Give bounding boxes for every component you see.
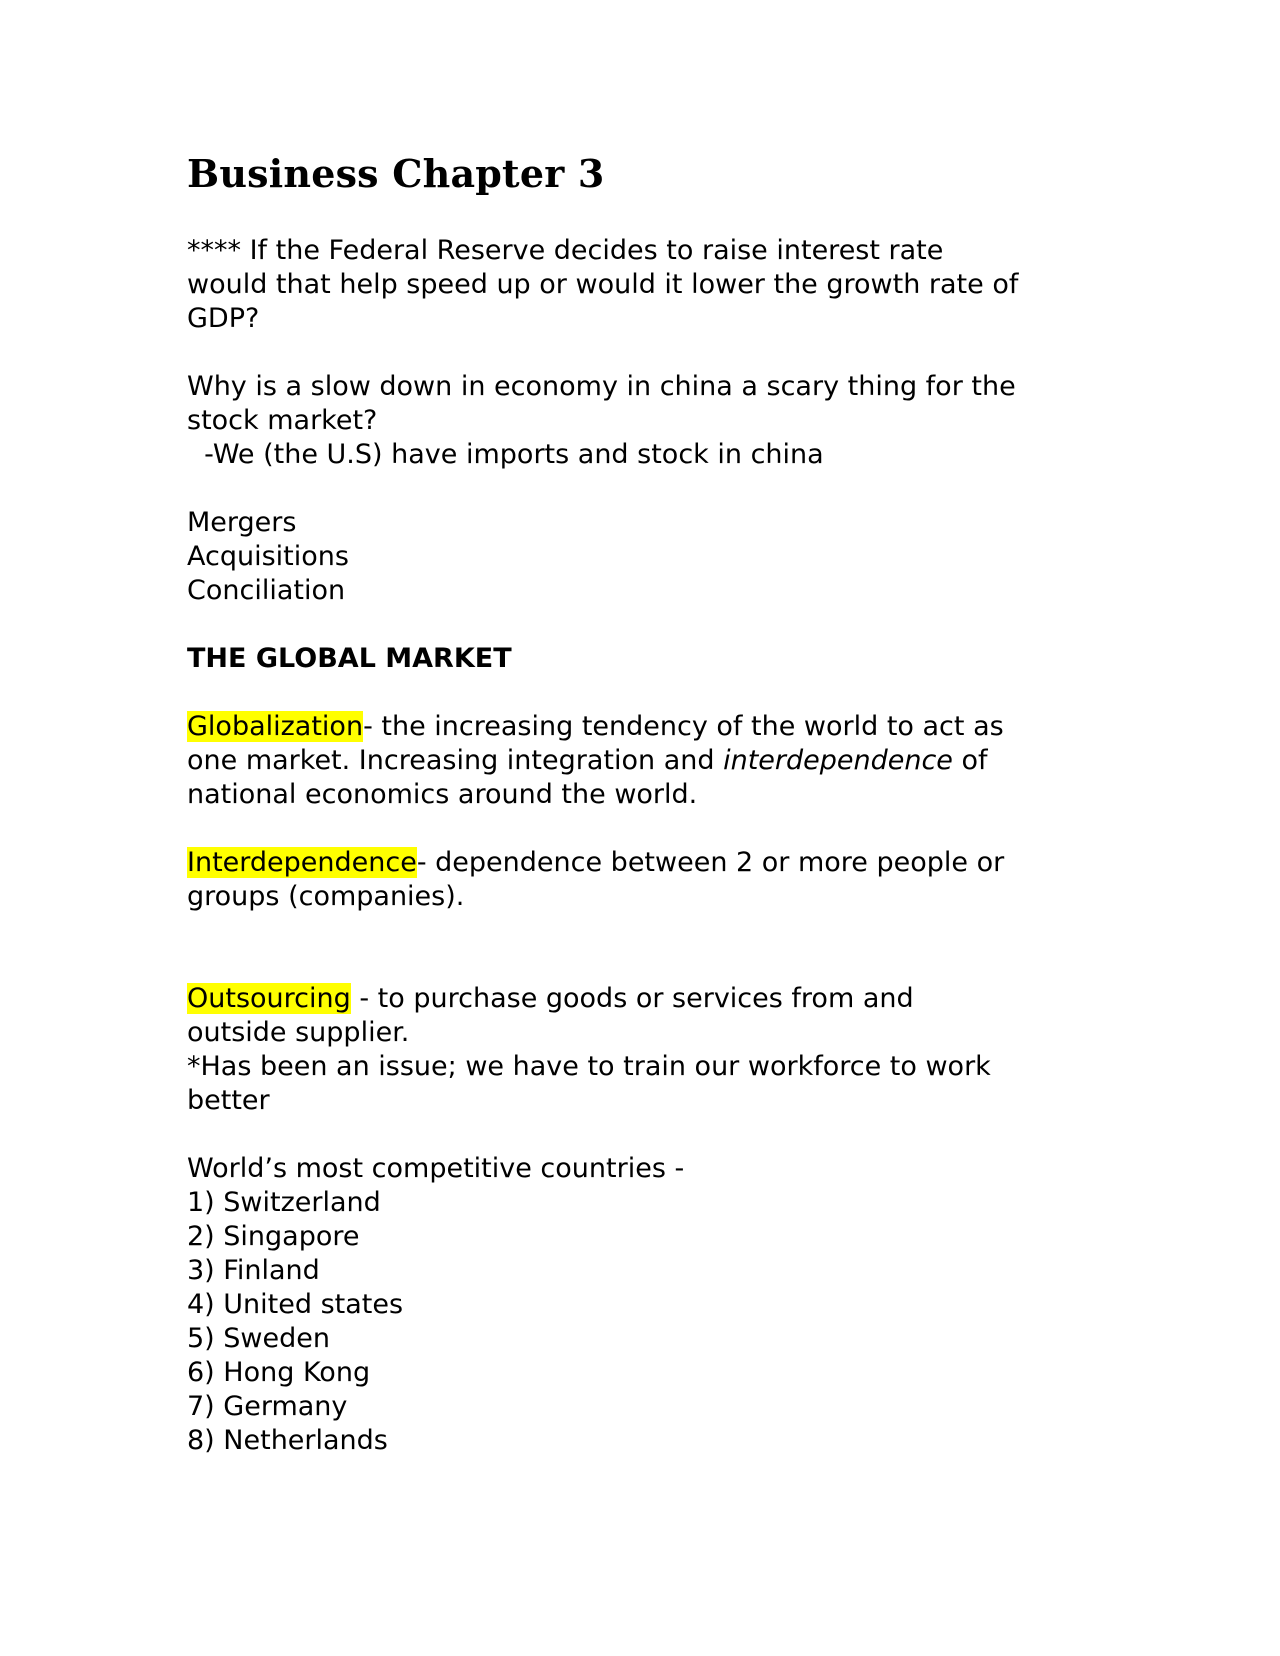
federal-reserve-question (187, 234, 1097, 336)
list-item: Mergers (187, 507, 297, 538)
definition-text: of (952, 745, 988, 776)
blank-line (187, 608, 1097, 642)
answer-line: -We (the U.S) have imports and stock in china (187, 439, 824, 470)
highlighted-term: Globalization (187, 711, 364, 742)
question-line: GDP? (187, 303, 260, 334)
country-item: 6) Hong Kong (187, 1357, 371, 1388)
definition-text: one market. Increasing integration and (187, 745, 724, 776)
list-item: Conciliation (187, 575, 346, 606)
document-page (187, 150, 1097, 1458)
outsourcing-definition (187, 982, 1097, 1118)
note-text: better (187, 1085, 270, 1116)
terms-list (187, 506, 1097, 608)
blank-line (187, 1118, 1097, 1152)
country-item: 1) Switzerland (187, 1187, 381, 1218)
definition-text: - the increasing tendency of the world to act as (363, 711, 1004, 742)
country-item: 5) Sweden (187, 1323, 330, 1354)
country-item: 4) United states (187, 1289, 404, 1320)
blank-line (187, 914, 1097, 948)
blank-line (187, 676, 1097, 710)
blank-line (187, 948, 1097, 982)
note-text: *Has been an issue; we have to train our workforce to work (187, 1051, 991, 1082)
blank-line (187, 812, 1097, 846)
section-heading: THE GLOBAL MARKET (187, 643, 512, 674)
interdependence-definition (187, 846, 1097, 914)
document-body (187, 234, 1097, 1458)
blank-line (187, 336, 1097, 370)
country-item: 8) Netherlands (187, 1425, 388, 1456)
question-line: would that help speed up or would it lower the growth rate of (187, 269, 1019, 300)
document-title: Business Chapter 3 (187, 151, 605, 196)
list-item: Acquisitions (187, 541, 349, 572)
italic-term: interdependence (723, 745, 953, 776)
question-line: Why is a slow down in economy in china a scary thing for the (187, 371, 1016, 402)
blank-line (187, 472, 1097, 506)
question-line: **** If the Federal Reserve decides to raise interest rate (187, 235, 944, 266)
competitive-countries (187, 1152, 1097, 1458)
definition-text: - to purchase goods or services from and (350, 983, 914, 1014)
country-item: 7) Germany (187, 1391, 348, 1422)
country-item: 2) Singapore (187, 1221, 360, 1252)
highlighted-term: Outsourcing (187, 983, 351, 1014)
globalization-definition (187, 710, 1097, 812)
list-heading: World’s most competitive countries - (187, 1153, 685, 1184)
definition-text: groups (companies). (187, 881, 465, 912)
country-item: 3) Finland (187, 1255, 320, 1286)
highlighted-term: Interdependence (187, 847, 417, 878)
definition-text: outside supplier. (187, 1017, 410, 1048)
question-line: stock market? (187, 405, 378, 436)
china-question (187, 370, 1097, 472)
definition-text: national economics around the world. (187, 779, 698, 810)
definition-text: - dependence between 2 or more people or (416, 847, 1005, 878)
